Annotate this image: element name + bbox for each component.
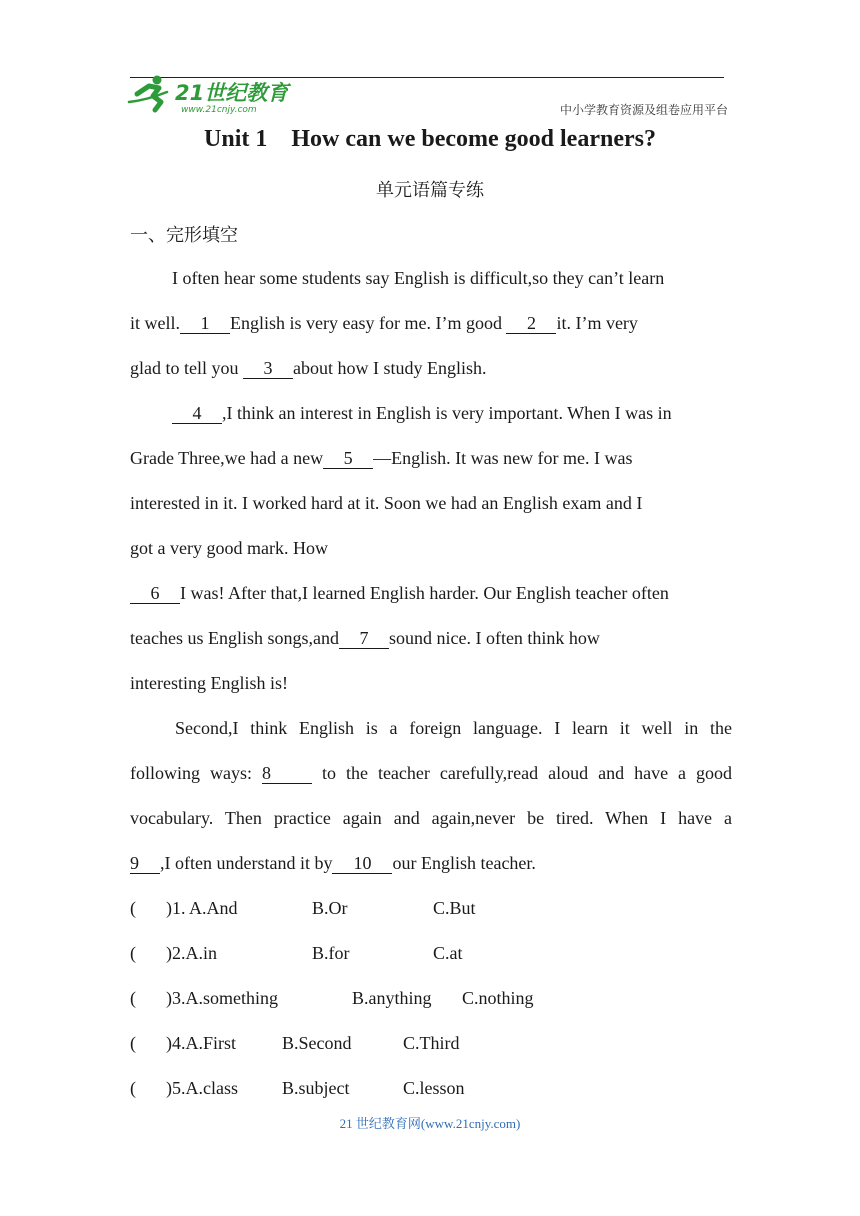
option-c[interactable]: C.Third	[403, 1033, 460, 1053]
blank-4[interactable]: 4	[172, 404, 222, 424]
blank-2[interactable]: 2	[506, 314, 556, 334]
passage-line: interesting English is!	[130, 673, 288, 693]
answer-paren[interactable]: (	[130, 988, 136, 1008]
passage-line	[130, 761, 732, 785]
passage-text: English is very easy for me. I’m good	[230, 313, 507, 333]
page-title: Unit 1 How can we become good learners?	[204, 126, 656, 152]
option-a[interactable]: )3.A.something	[166, 988, 278, 1008]
passage-text: it well.	[130, 313, 180, 333]
blank-5[interactable]: 5	[323, 449, 373, 469]
page-subtitle: 单元语篇专练	[376, 180, 484, 201]
passage-text: ,I often understand it by	[160, 853, 333, 873]
passage-line	[130, 311, 732, 335]
option-c[interactable]: C.nothing	[462, 988, 534, 1008]
passage-text: —English. It was new for me. I was	[373, 448, 633, 468]
blank-3[interactable]: 3	[243, 359, 293, 379]
option-b[interactable]: B.anything	[352, 988, 432, 1008]
option-a[interactable]: )5.A.class	[166, 1078, 238, 1098]
passage-line	[130, 581, 732, 605]
passage-line	[130, 626, 732, 650]
option-c[interactable]: C.But	[433, 898, 476, 918]
passage-line	[130, 446, 732, 470]
passage-text: it. I’m very	[556, 313, 638, 333]
runner-icon	[129, 76, 167, 111]
platform-name: 中小学教育资源及组卷应用平台	[559, 103, 728, 117]
blank-9[interactable]: 9	[130, 854, 160, 874]
option-b[interactable]: B.Or	[312, 898, 348, 918]
passage-line: vocabulary. Then practice again and again,never be tired. When I have a	[130, 808, 732, 828]
option-a[interactable]: )4.A.First	[166, 1033, 237, 1053]
passage-line: got a very good mark. How	[130, 538, 328, 558]
passage-text: sound nice. I often think how	[388, 628, 600, 648]
blank-1[interactable]: 1	[180, 314, 230, 334]
passage-line	[130, 851, 732, 875]
option-c[interactable]: C.lesson	[403, 1078, 465, 1098]
logo-text: 21世纪教育	[175, 81, 289, 105]
passage-text: our English teacher.	[392, 853, 536, 873]
section-heading: 一、完形填空	[130, 225, 238, 246]
passage-line	[172, 401, 732, 425]
passage-text: about how I study English.	[292, 358, 487, 378]
answer-paren[interactable]: (	[130, 1033, 136, 1053]
answer-paren[interactable]: (	[130, 943, 136, 963]
passage-line	[130, 356, 732, 380]
footer-link[interactable]: 21 世纪教育网(www.21cnjy.com)	[339, 1116, 521, 1131]
passage-text: teaches us English songs,and	[130, 628, 339, 648]
passage-line: interested in it. I worked hard at it. Soon we had an English exam and I	[130, 493, 643, 513]
blank-6[interactable]: 6	[130, 584, 180, 604]
site-logo	[127, 72, 292, 116]
option-b[interactable]: B.Second	[282, 1033, 352, 1053]
blank-10[interactable]: 10	[332, 854, 392, 874]
passage-text: I was! After that,I learned English harder. Our English teacher often	[180, 583, 669, 603]
blank-8[interactable]: 8	[262, 764, 312, 784]
option-b[interactable]: B.subject	[282, 1078, 350, 1098]
passage-line: Second,I think English is a foreign language. I learn it well in the	[175, 718, 732, 738]
option-c[interactable]: C.at	[433, 943, 463, 963]
passage-text: following ways:	[130, 763, 252, 783]
passage-text: glad to tell you	[130, 358, 243, 378]
logo-url: www.21cnjy.com	[181, 105, 257, 115]
passage-text: to the teacher carefully,read aloud and have a good	[321, 763, 733, 783]
option-a[interactable]: )1. A.And	[166, 898, 238, 918]
option-b[interactable]: B.for	[312, 943, 350, 963]
option-a[interactable]: )2.A.in	[166, 943, 217, 963]
answer-paren[interactable]: (	[130, 898, 136, 918]
passage-text: ,I think an interest in English is very important. When I was in	[222, 403, 672, 423]
passage-text: Grade Three,we had a new	[130, 448, 324, 468]
answer-paren[interactable]: (	[130, 1078, 136, 1098]
blank-7[interactable]: 7	[339, 629, 389, 649]
passage-line: I often hear some students say English is difficult,so they can’t learn	[172, 268, 665, 288]
